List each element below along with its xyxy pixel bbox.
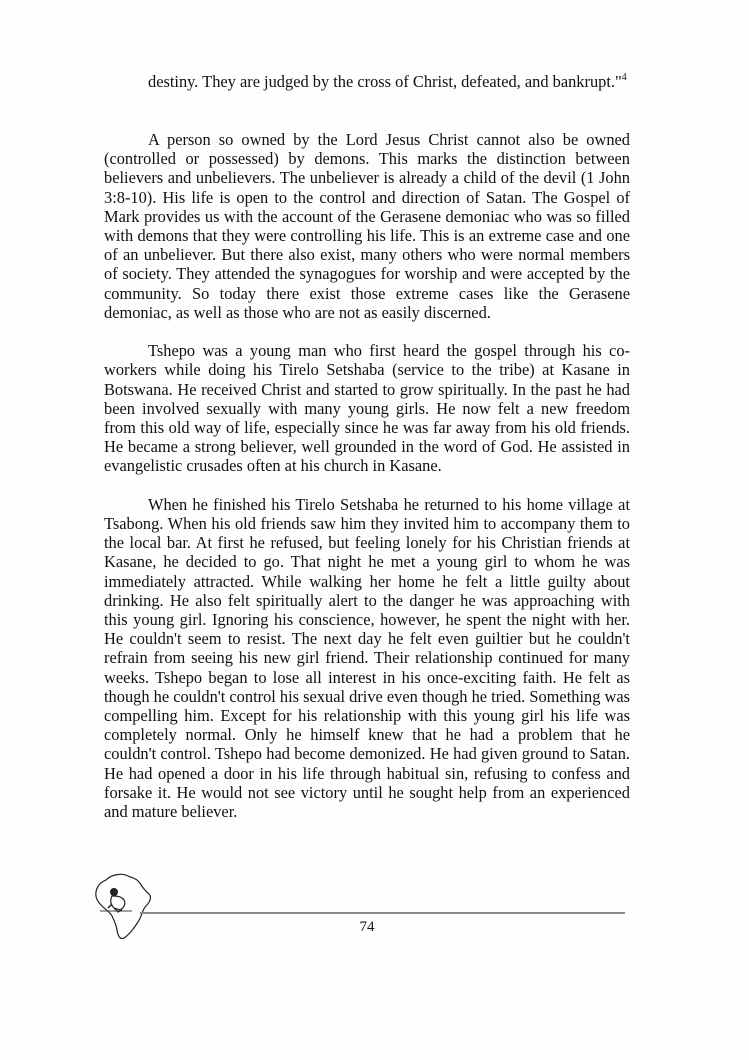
paragraph-ownership: A person so owned by the Lord Jesus Christ cannot also be owned (controlled or possessed) by demons. This marks the distinction between believers and unbelievers. The unbeliever is already a child of the devil (1 John 3:8-10). His life is open to the control and direction of Satan. The Gospel of Mark provides us with the account of the Gerasene demoniac who was so filled with demons that they were controlling his life. This is an extreme case and one of an unbeliever. But there also exist, many others who were normal members of society. They attended the synagogues for worship and were accepted by the community. So today there exist those extreme cases like the Gerasene demoniac, as well as those who are not as easily discerned. bbox=[104, 130, 630, 322]
africa-map-with-figure-icon bbox=[92, 870, 162, 946]
paragraph-tshepo-return: When he finished his Tirelo Setshaba he returned to his home village at Tsabong. When his old friends saw him they invited him to accompany them to the local bar. At first he refused, but feeling lonely for his Christian friends at Kasane, he decided to go. That night he met a young girl to whom he was immediately attracted. While walking her home he felt a little guilty about drinking. He also felt spiritually alert to the danger he was approaching with this young girl. Ignoring his conscience, however, he spent the night with her. He couldn't seem to resist. The next day he felt even guiltier but he couldn't refrain from seeing his new girl friend. Their relationship continued for many weeks. Tshepo began to lose all interest in his once-exciting faith. He felt as though he couldn't control his sexual drive even though he tried. Something was compelling him. Except for his relationship with this young girl his life was completely normal. Only he himself knew that he had a problem that he couldn't control. Tshepo had become demonized. He had given ground to Satan. He had opened a door in his life through habitual sin, refusing to confess and forsake it. He would not see victory until he sought help from an experienced and mature believer. bbox=[104, 494, 630, 822]
body-text bbox=[104, 130, 630, 840]
page-number: 74 bbox=[359, 919, 375, 935]
quote-text: destiny. They are judged by the cross of Christ, defeated, and bankrupt." bbox=[148, 72, 622, 91]
block-quote bbox=[148, 72, 630, 110]
paragraph-tshepo-conversion: Tshepo was a young man who first heard the gospel through his co-workers while doing his Tirelo Setshaba (service to the tribe) at Kasane in Botswana. He received Christ and started to grow spiritually. In the past he had been involved sexually with many young girls. He now felt a new freedom from this old way of life, especially since he was far away from his old friends. He became a strong believer, well grounded in the word of God. He assisted in evangelistic crusades often at his church in Kasane. bbox=[104, 341, 630, 476]
quote-paragraph bbox=[148, 72, 630, 91]
footer-divider bbox=[140, 912, 625, 914]
footnote-reference: 4 bbox=[621, 72, 627, 83]
